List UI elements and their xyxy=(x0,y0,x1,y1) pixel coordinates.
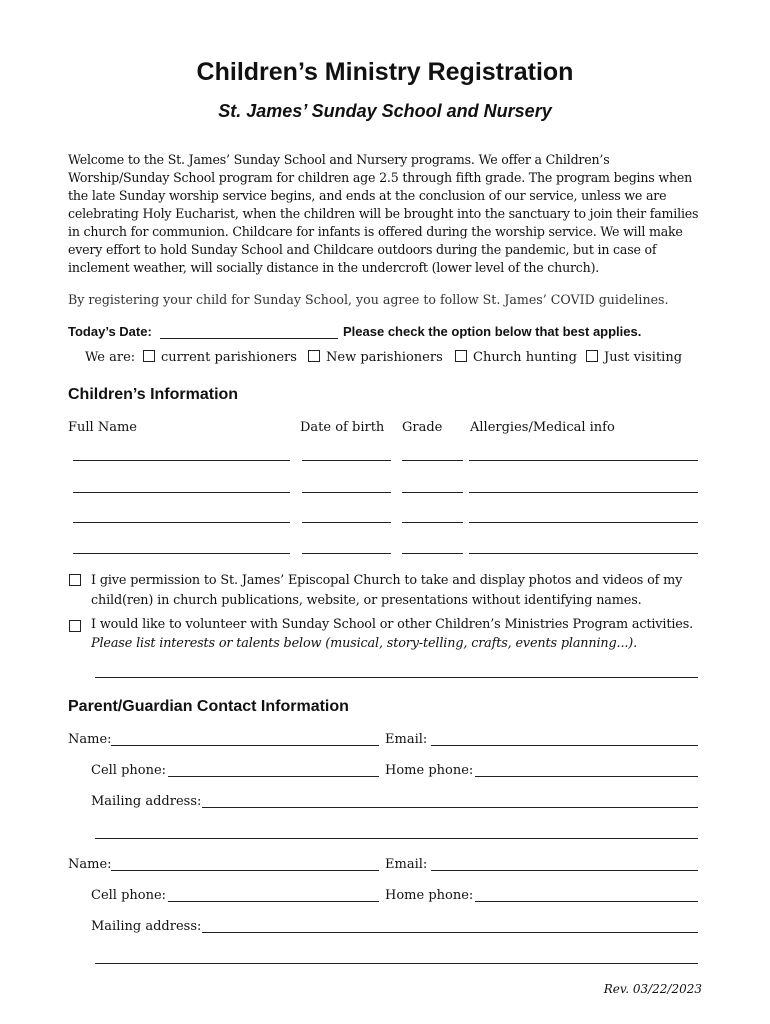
guardian-1-email-label: Email: xyxy=(385,732,428,747)
column-allergies: Allergies/Medical info xyxy=(470,420,615,435)
child-1-grade-field[interactable] xyxy=(402,460,463,461)
option-label: New parishioners xyxy=(326,350,443,365)
todays-date-field[interactable] xyxy=(160,338,338,339)
child-3-grade-field[interactable] xyxy=(402,522,463,523)
guardian-2-cell-field[interactable] xyxy=(168,901,379,902)
child-2-allergies-field[interactable] xyxy=(469,492,698,493)
checkbox-icon[interactable] xyxy=(586,350,598,362)
guardian-2-home-label: Home phone: xyxy=(385,888,474,903)
guardian-1-name-label: Name: xyxy=(68,732,112,747)
we-are-label: We are: xyxy=(85,350,136,365)
todays-date-label: Today’s Date: xyxy=(68,324,152,339)
guardian-1-home-field[interactable] xyxy=(475,776,698,777)
column-full-name: Full Name xyxy=(68,420,137,435)
photo-permission-text: I give permission to St. James’ Episcopal Church to take and display photos and videos of my child(ren) in church publications, website, or presentations without identifying names. xyxy=(91,573,683,608)
option-new-parishioners[interactable] xyxy=(308,350,443,365)
volunteer-text: I would like to volunteer with Sunday School or other Children’s Ministries Program activities. xyxy=(91,617,694,632)
child-3-name-field[interactable] xyxy=(73,522,290,523)
option-label: Church hunting xyxy=(473,350,577,365)
guardian-1-mailing-label: Mailing address: xyxy=(91,794,202,809)
column-date-of-birth: Date of birth xyxy=(300,420,385,435)
intro-paragraph: Welcome to the St. James’ Sunday School and Nursery programs. We offer a Children’s Worship/Sunday School program for children age 2.5 through fifth grade. The program begins when the late Sunday worship service begins, and ends at the conclusion of our service, unless we are celebrating Holy Eucharist, when the children will be brought into the sanctuary to join their families in church for communion. Childcare for infants is offered during the worship service. We will make every effort to hold Sunday School and Childcare outdoors during the pandemic, but in case of inclement weather, will socially distance in the undercroft (lower level of the church). xyxy=(68,152,699,275)
checkbox-icon[interactable] xyxy=(143,350,155,362)
children-info-heading: Children’s Information xyxy=(68,386,239,403)
covid-note: By registering your child for Sunday School, you agree to follow St. James’ COVID guidelines. xyxy=(68,292,669,307)
contact-heading: Parent/Guardian Contact Information xyxy=(68,698,349,715)
child-1-allergies-field[interactable] xyxy=(469,460,698,461)
page-title: Children’s Ministry Registration xyxy=(196,58,574,86)
guardian-1-name-field[interactable] xyxy=(111,745,379,746)
page-subtitle: St. James’ Sunday School and Nursery xyxy=(218,101,552,121)
option-label: Just visiting xyxy=(604,350,683,365)
guardian-1-email-field[interactable] xyxy=(431,745,698,746)
volunteer-hint: Please list interests or talents below (musical, story-telling, crafts, events planning...). xyxy=(91,636,638,651)
guardian-2-mailing-label: Mailing address: xyxy=(91,919,202,934)
volunteer-checkbox[interactable] xyxy=(69,620,81,632)
guardian-2-mailing-field-line-2[interactable] xyxy=(95,963,698,964)
guardian-2-name-label: Name: xyxy=(68,857,112,872)
column-grade: Grade xyxy=(402,420,443,435)
guardian-2-email-field[interactable] xyxy=(431,870,698,871)
guardian-2-email-label: Email: xyxy=(385,857,428,872)
guardian-1-mailing-field[interactable] xyxy=(202,807,698,808)
option-just-visiting[interactable] xyxy=(586,350,682,365)
guardian-2-name-field[interactable] xyxy=(111,870,379,871)
child-3-allergies-field[interactable] xyxy=(469,522,698,523)
child-4-allergies-field[interactable] xyxy=(469,553,698,554)
option-current-parishioners[interactable] xyxy=(143,350,297,365)
guardian-2-cell-label: Cell phone: xyxy=(91,888,167,903)
volunteer-interests-field[interactable] xyxy=(95,677,698,678)
guardian-1-cell-label: Cell phone: xyxy=(91,763,167,778)
child-4-grade-field[interactable] xyxy=(402,553,463,554)
child-4-name-field[interactable] xyxy=(73,553,290,554)
revision-date: Rev. 03/22/2023 xyxy=(603,982,702,996)
option-label: current parishioners xyxy=(161,350,297,365)
checkbox-icon[interactable] xyxy=(308,350,320,362)
child-2-dob-field[interactable] xyxy=(302,492,391,493)
guardian-1-cell-field[interactable] xyxy=(168,776,379,777)
checkbox-icon[interactable] xyxy=(455,350,467,362)
child-4-dob-field[interactable] xyxy=(302,553,391,554)
option-church-hunting[interactable] xyxy=(455,350,577,365)
guardian-2-mailing-field[interactable] xyxy=(202,932,698,933)
photo-permission-checkbox[interactable] xyxy=(69,574,81,586)
guardian-1-mailing-field-line-2[interactable] xyxy=(95,838,698,839)
guardian-1-home-label: Home phone: xyxy=(385,763,474,778)
child-1-name-field[interactable] xyxy=(73,460,290,461)
option-instruction: Please check the option below that best applies. xyxy=(343,324,642,339)
child-2-name-field[interactable] xyxy=(73,492,290,493)
child-3-dob-field[interactable] xyxy=(302,522,391,523)
guardian-2-home-field[interactable] xyxy=(475,901,698,902)
child-1-dob-field[interactable] xyxy=(302,460,391,461)
child-2-grade-field[interactable] xyxy=(402,492,463,493)
